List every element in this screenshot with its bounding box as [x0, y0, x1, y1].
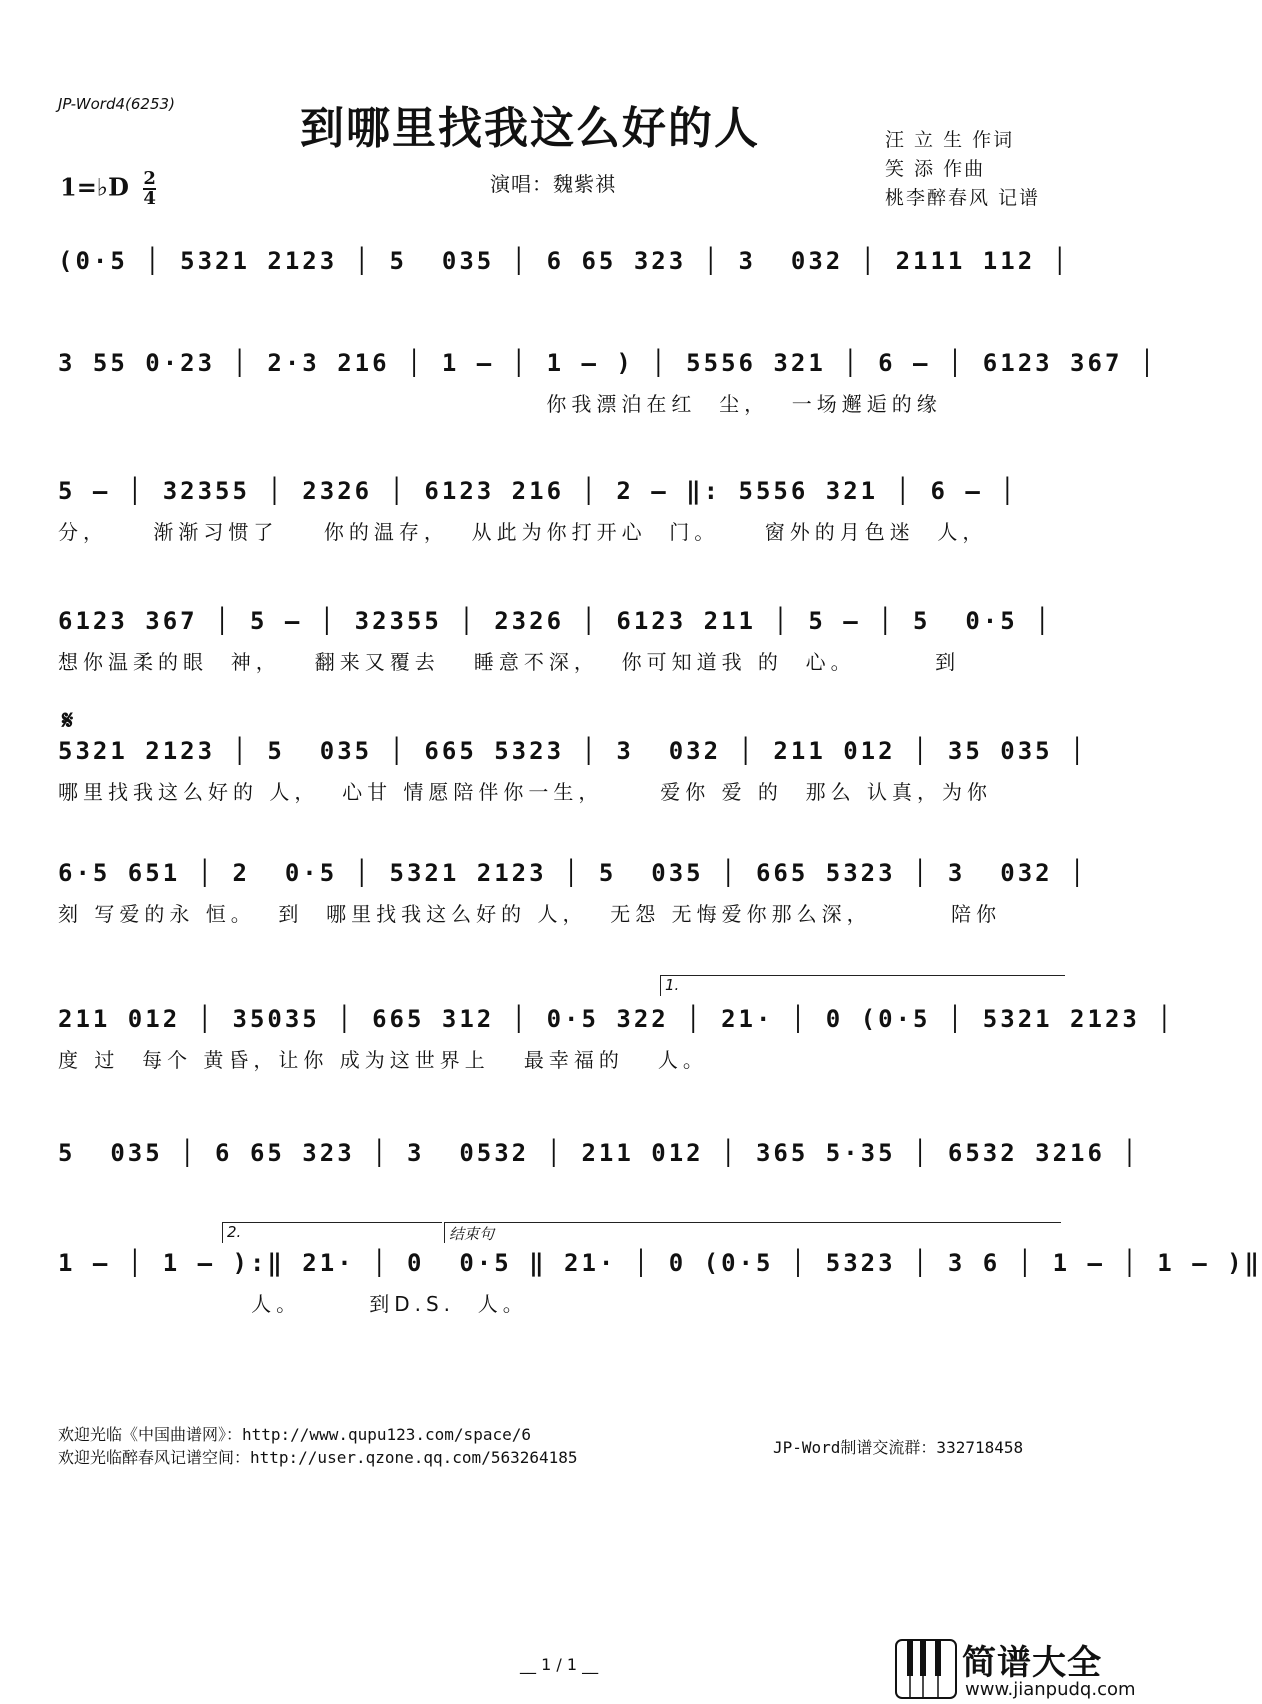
score-system-6 [58, 856, 1088, 929]
first-ending-bracket [660, 975, 1065, 996]
notation-line: 1 – │ 1 – ):‖ 21· │ 0 0·5 ‖ 21· │ 0 (0·5 │ 5323 │ 3 6 │ 1 – │ 1 – )‖ [58, 1249, 1262, 1277]
notation-line: 211 012 │ 35035 │ 665 312 │ 0·5 322 │ 21· │ 0 (0·5 │ 5321 2123 │ [58, 1005, 1175, 1033]
notation-line: 5321 2123 │ 5 035 │ 665 5323 │ 3 032 │ 211 012 │ 35 035 │ [58, 737, 1088, 765]
volta-label: 2. [227, 1223, 242, 1241]
lyric-line: 刻 写爱的永 恒。 到 哪里找我这么好的 人， 无怨 无悔爱你那么深， 陪你 [58, 902, 1002, 926]
score-system-8 [58, 1136, 1140, 1209]
score-system-9 [58, 1246, 1262, 1319]
lyric-line: 想你温柔的眼 神， 翻来又覆去 睡意不深， 你可知道我 的 心。 到 [58, 650, 961, 674]
meter-top: 2 [143, 168, 156, 189]
edition-label: JP-Word4(6253) [58, 95, 175, 113]
group-info: JP-Word制谱交流群：332718458 [773, 1438, 1024, 1457]
footer-link-qupu: 欢迎光临《中国曲谱网》：http://www.qupu123.com/space/6 [58, 1425, 531, 1444]
lyric-line: 你我漂泊在红 尘， 一场邂逅的缘 [58, 392, 942, 416]
second-ending-bracket [222, 1222, 442, 1243]
coda-ending-bracket [444, 1222, 1061, 1243]
notation-line: 5 – │ 32355 │ 2326 │ 6123 216 │ 2 – ‖: 5556 321 │ 6 – │ [58, 477, 1018, 505]
notation-line: (0·5 │ 5321 2123 │ 5 035 │ 6 65 323 │ 3 032 │ 2111 112 │ [58, 247, 1071, 275]
singer-credit: 演唱：魏紫祺 [490, 172, 616, 196]
credits [885, 126, 1040, 213]
volta-label: 1. [665, 976, 680, 994]
transcriber-credit: 桃李醉春风 记谱 [885, 187, 1041, 209]
lyric-line: 人。 到D.S. 人。 [58, 1292, 528, 1316]
score-system-2 [58, 346, 1158, 419]
lyric-line: 哪里找我这么好的 人， 心甘 情愿陪伴你一生， 爱你 爱 的 那么 认真，为你 [58, 780, 993, 804]
footer-link-qzone: 欢迎光临醉春风记谱空间：http://user.qzone.qq.com/563264185 [58, 1448, 578, 1467]
meter-bottom: 4 [143, 188, 156, 209]
footer-links [58, 1423, 578, 1469]
composer-credit: 笑 添 作曲 [885, 158, 986, 180]
lyric-line [58, 1179, 1064, 1209]
key-signature [60, 170, 156, 208]
time-signature [143, 170, 156, 208]
lyric-line: 度 过 每个 黄昏，让你 成为这世界上 最幸福的 人。 [58, 1048, 708, 1072]
piano-keys-icon [895, 1639, 957, 1699]
volta-label: 结束句 [449, 1225, 495, 1243]
notation-line: 6·5 651 │ 2 0·5 │ 5321 2123 │ 5 035 │ 665 5323 │ 3 032 │ [58, 859, 1088, 887]
segno-sign: 𝄋 [62, 706, 74, 736]
lyric-line: 分， 渐渐习惯了 你的温存， 从此为你打开心 门。 窗外的月色迷 人， [58, 520, 988, 544]
notation-line: 3 55 0·23 │ 2·3 216 │ 1 – │ 1 – ) │ 5556 321 │ 6 – │ 6123 367 │ [58, 349, 1158, 377]
score-system-4 [58, 604, 1064, 677]
song-title: 到哪里找我这么好的人 [300, 103, 760, 154]
site-logo [895, 1635, 1136, 1704]
key-label: 1=♭D [60, 172, 129, 202]
score-system-5 [58, 734, 1088, 807]
lyricist-credit: 汪 立 生 作词 [885, 129, 1015, 151]
score-system-1 [58, 244, 1071, 317]
notation-line: 6123 367 │ 5 – │ 32355 │ 2326 │ 6123 211 │ 5 – │ 5 0·5 │ [58, 607, 1053, 635]
score-system-3 [58, 474, 1064, 547]
page-number: __ 1 / 1 __ [520, 1655, 599, 1674]
notation-line: 5 035 │ 6 65 323 │ 3 0532 │ 211 012 │ 365 5·35 │ 6532 3216 │ [58, 1139, 1140, 1167]
lyric-line [58, 287, 1064, 317]
score-system-7 [58, 1002, 1175, 1075]
logo-name: 简谱大全 [962, 1643, 1102, 1683]
logo-url: www.jianpudq.com [965, 1679, 1136, 1700]
